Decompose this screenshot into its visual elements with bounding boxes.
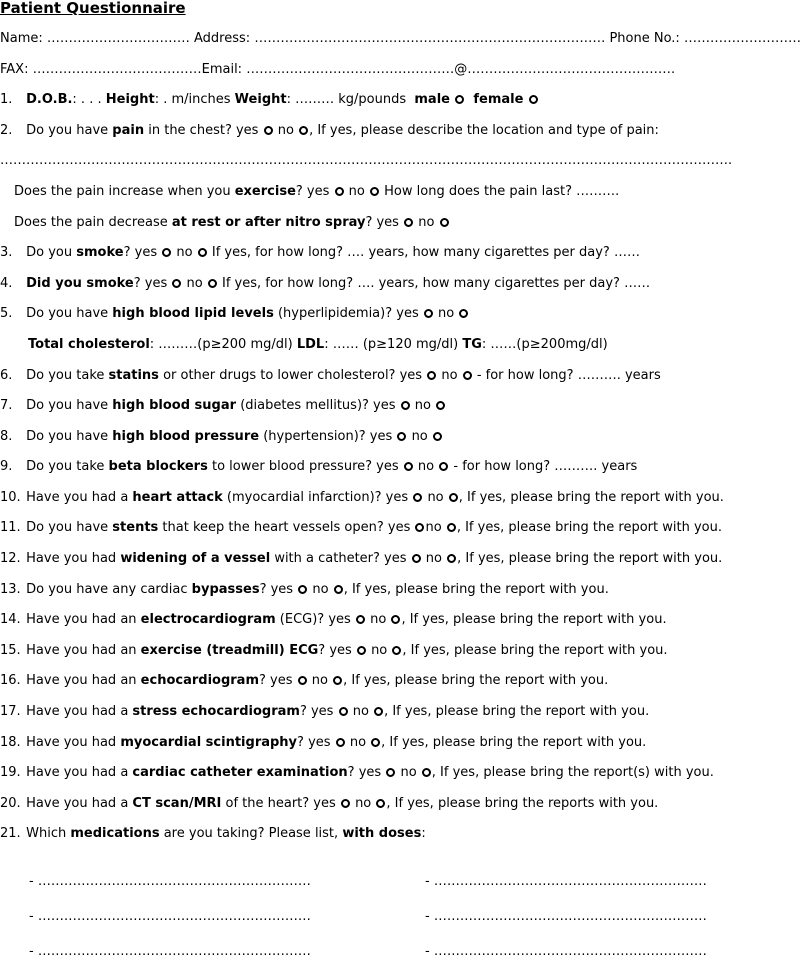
question-number: 1. xyxy=(0,92,13,107)
question-keyword: exercise (treadmill) ECG xyxy=(140,643,319,658)
no-label: no xyxy=(417,459,435,474)
question-text: ? yes xyxy=(318,643,352,658)
question-3 xyxy=(0,245,640,261)
email-field-domain[interactable]: ………………………………………… xyxy=(467,62,676,77)
question-text: , If yes, please bring the report with you. xyxy=(456,520,722,535)
question-15 xyxy=(0,643,668,659)
question-number: 20. xyxy=(0,796,21,811)
question-text: How long does the pain last? ………. xyxy=(384,184,620,199)
yes-radio[interactable] xyxy=(356,615,365,624)
question-keyword: bypasses xyxy=(191,582,260,597)
question-text: of the heart? yes xyxy=(225,796,336,811)
question-text: , If yes, please bring the report with you. xyxy=(457,551,723,566)
question-number: 18. xyxy=(0,735,21,750)
page-title: Patient Questionnaire xyxy=(0,0,186,17)
question-2-exercise xyxy=(14,184,619,200)
no-label: no xyxy=(355,796,372,811)
question-number: 10. xyxy=(0,490,21,505)
yes-radio[interactable] xyxy=(298,676,307,685)
no-radio[interactable] xyxy=(436,401,445,410)
question-number: 16. xyxy=(0,673,21,688)
question-18 xyxy=(0,735,646,751)
email-field-user[interactable]: ………………………………………… xyxy=(246,62,455,77)
question-keyword: high blood sugar xyxy=(112,398,237,413)
no-radio[interactable] xyxy=(422,768,431,777)
no-radio[interactable] xyxy=(370,187,379,196)
question-13 xyxy=(0,582,609,598)
yes-radio[interactable] xyxy=(335,187,344,196)
question-20 xyxy=(0,796,658,812)
question-keyword: Did you smoke xyxy=(26,276,134,291)
question-text: (ECG)? yes xyxy=(279,612,351,627)
question-number: 12. xyxy=(0,551,21,566)
question-text: Do you xyxy=(26,245,73,260)
question-number: 4. xyxy=(0,276,13,291)
question-keyword: statins xyxy=(108,368,159,383)
question-7 xyxy=(0,398,446,414)
no-radio[interactable] xyxy=(449,493,458,502)
no-radio[interactable] xyxy=(299,126,308,135)
yes-radio[interactable] xyxy=(413,493,422,502)
question-text: Have you had xyxy=(26,735,117,750)
question-keyword: echocardiogram xyxy=(140,673,259,688)
tg-field[interactable]: : ……(p≥200mg/dl) xyxy=(481,337,608,352)
question-text: Have you had xyxy=(26,551,117,566)
question-17 xyxy=(0,704,649,720)
question-2-rest xyxy=(14,215,450,231)
height-label: Height xyxy=(105,92,155,107)
question-keyword: high blood lipid levels xyxy=(112,306,274,321)
question-text: Do you have xyxy=(26,520,109,535)
yes-radio[interactable] xyxy=(336,738,345,747)
no-label: no xyxy=(176,245,193,260)
no-radio[interactable] xyxy=(208,279,217,288)
question-text: Do you have any cardiac xyxy=(26,582,188,597)
question-text: Do you have xyxy=(26,429,109,444)
question-text: , If yes, please bring the report with you. xyxy=(401,612,667,627)
question-text: Have you had an xyxy=(26,612,137,627)
question-12 xyxy=(0,551,722,567)
medication-field-4[interactable]: - ……………………………………………………… xyxy=(425,909,707,924)
no-label: no xyxy=(277,123,294,138)
question-text: Have you had a xyxy=(26,796,129,811)
at-sign: @ xyxy=(454,62,468,77)
no-label: no xyxy=(425,551,442,566)
female-radio[interactable] xyxy=(529,95,538,104)
question-keyword: smoke xyxy=(76,245,124,260)
question-5 xyxy=(0,306,469,322)
question-number: 7. xyxy=(0,398,13,413)
contact-line-1 xyxy=(0,31,801,47)
yes-radio[interactable] xyxy=(401,401,410,410)
no-radio[interactable] xyxy=(439,462,448,471)
no-radio[interactable] xyxy=(440,218,449,227)
question-keyword: stents xyxy=(112,520,159,535)
ldl-field[interactable]: : …… (p≥120 mg/dl) xyxy=(324,337,459,352)
question-text: , If yes, please bring the report with you. xyxy=(381,735,647,750)
question-text: in the chest? yes xyxy=(148,123,259,138)
yes-radio[interactable] xyxy=(298,585,307,594)
no-radio[interactable] xyxy=(334,585,343,594)
no-radio[interactable] xyxy=(376,799,385,808)
address-field[interactable]: ……………………………………………………………………… xyxy=(254,31,606,46)
address-label: Address: xyxy=(194,31,251,46)
question-11 xyxy=(0,520,722,536)
question-text: ? yes xyxy=(123,245,158,260)
yes-radio[interactable] xyxy=(404,462,413,471)
question-number: 6. xyxy=(0,368,13,383)
question-number: 2. xyxy=(0,123,13,138)
question-text: ? yes xyxy=(259,582,294,597)
medication-field-3[interactable]: - ……………………………………………………… xyxy=(29,909,311,924)
question-text: (hyperlipidemia)? yes xyxy=(277,306,419,321)
question-4 xyxy=(0,276,650,292)
question-text: , If yes, please bring the report with you. xyxy=(384,704,650,719)
question-text: Have you had an xyxy=(26,673,137,688)
no-label: no xyxy=(186,276,203,291)
no-radio[interactable] xyxy=(374,707,383,716)
no-label: no xyxy=(371,643,388,658)
question-text: ? yes xyxy=(299,704,334,719)
no-label: no xyxy=(441,368,458,383)
question-text: are you taking? Please list, xyxy=(163,826,339,841)
fax-label: FAX: xyxy=(0,62,29,77)
question-number: 14. xyxy=(0,612,21,627)
no-label: no xyxy=(411,429,428,444)
no-label: no xyxy=(352,704,369,719)
question-number: 19. xyxy=(0,765,21,780)
no-label: no xyxy=(370,612,387,627)
question-keyword: widening of a vessel xyxy=(120,551,271,566)
question-number: 17. xyxy=(0,704,21,719)
question-number: 13. xyxy=(0,582,21,597)
question-text: If yes, for how long? …. years, how many cigarettes per day? …… xyxy=(211,245,640,260)
question-number: 8. xyxy=(0,429,13,444)
male-label: male xyxy=(414,92,450,107)
question-number: 9. xyxy=(0,459,13,474)
yes-radio[interactable] xyxy=(341,799,350,808)
question-text: Do you take xyxy=(26,459,105,474)
question-16 xyxy=(0,673,608,689)
question-text: Do you have xyxy=(26,123,109,138)
no-label: no xyxy=(348,184,365,199)
question-keyword: myocardial scintigraphy xyxy=(120,735,298,750)
name-label: Name: xyxy=(0,31,43,46)
phone-field[interactable]: ……………………… xyxy=(683,31,801,46)
question-text: Have you had an xyxy=(26,643,137,658)
question-text: Do you have xyxy=(26,398,109,413)
fax-field[interactable]: ………………………………… xyxy=(32,62,202,77)
name-field[interactable]: …………………………… xyxy=(46,31,190,46)
ldl-label: LDL xyxy=(296,337,325,352)
question-2 xyxy=(0,123,659,139)
no-radio[interactable] xyxy=(391,615,400,624)
yes-radio[interactable] xyxy=(357,646,366,655)
question-text: , If yes, please bring the reports with you. xyxy=(386,796,659,811)
question-text: Have you had a xyxy=(26,490,129,505)
question-keyword: pain xyxy=(112,123,145,138)
question-text: Do you take xyxy=(26,368,105,383)
question-21 xyxy=(0,826,426,842)
total-cholesterol-field[interactable]: : ………(p≥200 mg/dl) xyxy=(149,337,293,352)
question-keyword: at rest or after nitro spray xyxy=(171,215,366,230)
no-label: no xyxy=(312,582,329,597)
question-keyword: exercise xyxy=(234,184,296,199)
question-text: Have you had a xyxy=(26,765,129,780)
no-radio[interactable] xyxy=(371,738,380,747)
question-text: or other drugs to lower cholesterol? yes xyxy=(163,368,423,383)
male-radio[interactable] xyxy=(455,95,464,104)
question-text: , If yes, please bring the report(s) with you. xyxy=(431,765,714,780)
question-text: , If yes, please bring the report with you. xyxy=(343,673,609,688)
medication-field-1[interactable]: - ……………………………………………………… xyxy=(29,874,311,889)
yes-radio[interactable] xyxy=(162,248,171,257)
phone-label: Phone No.: xyxy=(609,31,680,46)
question-text: with a catheter? yes xyxy=(274,551,407,566)
question-text: , If yes, please describe the location and type of pain: xyxy=(309,123,659,138)
no-radio[interactable] xyxy=(459,309,468,318)
yes-radio[interactable] xyxy=(264,126,273,135)
no-label: no xyxy=(418,215,435,230)
weight-label: Weight xyxy=(234,92,287,107)
question-keyword: medications xyxy=(70,826,160,841)
yes-radio[interactable] xyxy=(339,707,348,716)
no-label: no xyxy=(349,735,367,750)
height-field[interactable]: : . m/inches xyxy=(154,92,231,107)
question-text: to lower blood pressure? yes xyxy=(211,459,399,474)
medication-field-5[interactable]: - ……………………………………………………… xyxy=(29,944,311,959)
question-text: ? yes xyxy=(347,765,382,780)
dob-field[interactable]: : . . . xyxy=(72,92,102,107)
medication-field-2[interactable]: - ……………………………………………………… xyxy=(425,874,707,889)
yes-radio[interactable] xyxy=(397,432,406,441)
question-8 xyxy=(0,429,443,445)
question-19 xyxy=(0,765,714,781)
medication-field-6[interactable]: - ……………………………………………………… xyxy=(425,944,707,959)
question-6 xyxy=(0,368,661,384)
question-text: (diabetes mellitus)? yes xyxy=(240,398,396,413)
question-text: , If yes, please bring the report with you. xyxy=(343,582,609,597)
total-cholesterol-label: Total cholesterol xyxy=(28,337,150,352)
no-label: no xyxy=(400,765,417,780)
question-number: 5. xyxy=(0,306,13,321)
question-keyword: electrocardiogram xyxy=(140,612,276,627)
question-text: If yes, for how long? …. years, how many cigarettes per day? …… xyxy=(222,276,651,291)
yes-radio[interactable] xyxy=(172,279,181,288)
question-keyword: beta blockers xyxy=(108,459,208,474)
question-text: (hypertension)? yes xyxy=(263,429,393,444)
question-text: : xyxy=(421,826,426,841)
no-radio[interactable] xyxy=(392,646,401,655)
dob-label: D.O.B. xyxy=(26,92,73,107)
email-label: Email: xyxy=(201,62,243,77)
no-label: no xyxy=(427,490,444,505)
question-9 xyxy=(0,459,637,475)
no-radio[interactable] xyxy=(447,554,456,563)
question-keyword: stress echocardiogram xyxy=(132,704,300,719)
female-label: female xyxy=(473,92,524,107)
question-text: ? yes xyxy=(297,735,331,750)
no-radio[interactable] xyxy=(433,432,442,441)
question-14 xyxy=(0,612,667,628)
yes-radio[interactable] xyxy=(424,309,433,318)
yes-radio[interactable] xyxy=(386,768,395,777)
question-5-values xyxy=(28,337,608,353)
question-number: 15. xyxy=(0,643,21,658)
question-text: Which xyxy=(26,826,67,841)
question-text: Does the pain increase when you xyxy=(14,184,231,199)
yes-radio[interactable] xyxy=(404,218,413,227)
question-text: that keep the heart vessels open? yes xyxy=(162,520,411,535)
pain-description-field[interactable]: ……………………………………………………………………………………………………………………………………………………. xyxy=(0,153,733,168)
no-label: no xyxy=(438,306,455,321)
question-text: Have you had a xyxy=(26,704,129,719)
weight-field[interactable]: : ……… kg/pounds xyxy=(286,92,407,107)
question-text: ? yes xyxy=(133,276,168,291)
question-text: Do you have xyxy=(26,306,109,321)
question-text: Does the pain decrease xyxy=(14,215,168,230)
question-keyword: high blood pressure xyxy=(112,429,260,444)
tg-label: TG xyxy=(462,337,482,352)
question-text: ? yes xyxy=(259,673,293,688)
no-radio[interactable] xyxy=(333,676,342,685)
question-text: (myocardial infarction)? yes xyxy=(226,490,409,505)
no-radio[interactable] xyxy=(463,371,472,380)
question-10 xyxy=(0,490,724,506)
no-label: no xyxy=(414,398,431,413)
contact-line-2 xyxy=(0,62,675,78)
question-text: , If yes, please bring the report with you. xyxy=(402,643,668,658)
question-number: 3. xyxy=(0,245,13,260)
yes-radio[interactable] xyxy=(427,371,436,380)
question-keyword: with doses xyxy=(342,826,422,841)
no-radio[interactable] xyxy=(198,248,207,257)
question-text: - for how long? ………. years xyxy=(453,459,638,474)
question-text: - for how long? ………. years xyxy=(476,368,661,383)
question-1 xyxy=(0,92,539,108)
question-keyword: CT scan/MRI xyxy=(132,796,222,811)
yes-radio[interactable] xyxy=(415,523,424,532)
question-text: ? yes xyxy=(365,215,399,230)
yes-radio[interactable] xyxy=(412,554,421,563)
question-keyword: heart attack xyxy=(132,490,223,505)
question-keyword: cardiac catheter examination xyxy=(132,765,348,780)
no-radio[interactable] xyxy=(447,523,456,532)
question-number: 21. xyxy=(0,826,21,841)
no-label: no xyxy=(425,520,442,535)
question-text: ? yes xyxy=(295,184,330,199)
no-label: no xyxy=(311,673,328,688)
question-number: 11. xyxy=(0,520,21,535)
question-text: , If yes, please bring the report with you. xyxy=(458,490,724,505)
